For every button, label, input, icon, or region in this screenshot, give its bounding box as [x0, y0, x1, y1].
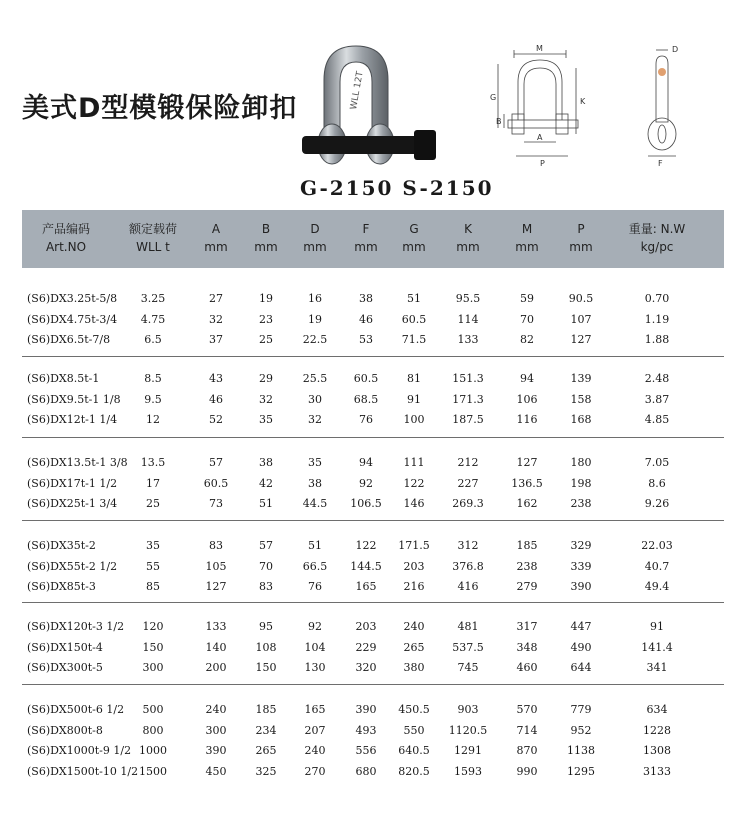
diagram-label-a: A: [537, 133, 543, 142]
header-unit: Art.NO: [45, 240, 87, 254]
table-cell: 43: [209, 372, 223, 385]
table-cell: 13.5: [140, 456, 166, 469]
table-cell: 490: [570, 640, 592, 654]
table-cell: 376.8: [452, 559, 484, 573]
table-cell: 23: [259, 312, 273, 326]
table-cell: 216: [403, 580, 425, 593]
table-cell: 136.5: [511, 476, 543, 490]
header-unit: mm: [515, 240, 539, 254]
side-view-diagram: [636, 42, 696, 172]
table-cell: 35: [308, 456, 322, 469]
table-cell: 32: [259, 392, 273, 406]
table-cell: 120: [142, 620, 164, 633]
table-cell: 66.5: [302, 559, 328, 573]
table-cell: 1120.5: [448, 723, 488, 737]
table-cell: 240: [205, 703, 227, 716]
table-cell: 229: [355, 640, 377, 654]
header-cell: [541, 220, 621, 256]
row-art-no: (S6)DX6.5t-7/8: [27, 333, 111, 346]
table-cell: 133: [205, 620, 227, 633]
table-cell: 114: [457, 312, 479, 326]
table-cell: 390: [205, 744, 227, 757]
table-cell: 680: [355, 764, 377, 778]
table-cell: 76: [359, 413, 373, 426]
table-cell: 32: [308, 413, 322, 426]
table-cell: 141.4: [641, 640, 673, 654]
table-cell: 1000: [139, 744, 167, 757]
diagram-label-m: M: [536, 44, 543, 53]
row-art-no: (S6)DX12t-1 1/4: [27, 413, 118, 426]
row-art-no: (S6)DX55t-2 1/2: [27, 559, 118, 573]
table-cell: 185: [516, 539, 538, 552]
table-cell: 320: [355, 661, 377, 674]
table-cell: 952: [570, 723, 592, 737]
table-cell: 300: [142, 661, 164, 674]
table-cell: 265: [403, 640, 425, 654]
table-cell: 165: [355, 580, 377, 593]
header-label: B: [261, 222, 271, 236]
header-unit: mm: [354, 240, 378, 254]
table-cell: 92: [359, 476, 373, 490]
table-cell: 52: [209, 413, 223, 426]
table-cell: 9.5: [144, 392, 162, 406]
table-cell: 312: [457, 539, 479, 552]
table-cell: 1.19: [644, 312, 670, 326]
table-cell: 60.5: [401, 312, 427, 326]
table-cell: 25.5: [302, 372, 328, 385]
table-cell: 71.5: [401, 333, 427, 346]
header-label: D: [310, 222, 320, 236]
table-cell: 35: [146, 539, 160, 552]
header-label: 重量: N.W: [628, 222, 686, 236]
table-cell: 53: [359, 333, 373, 346]
table-cell: 481: [457, 620, 479, 633]
table-cell: 203: [403, 559, 425, 573]
row-art-no: (S6)DX500t-6 1/2: [27, 703, 125, 716]
table-cell: 127: [516, 456, 538, 469]
row-art-no: (S6)DX1000t-9 1/2: [27, 744, 132, 757]
table-cell: 238: [516, 559, 538, 573]
table-cell: 35: [259, 413, 273, 426]
table-cell: 111: [403, 456, 425, 469]
table-cell: 447: [570, 620, 592, 633]
table-cell: 380: [403, 661, 425, 674]
table-cell: 300: [205, 723, 227, 737]
row-art-no: (S6)DX300t-5: [27, 661, 103, 674]
table-cell: 640.5: [398, 744, 430, 757]
table-cell: 634: [646, 703, 668, 716]
table-cell: 144.5: [350, 559, 382, 573]
table-cell: 1.88: [644, 333, 670, 346]
header-label: F: [362, 222, 370, 236]
table-cell: 130: [304, 661, 326, 674]
table-cell: 227: [457, 476, 479, 490]
table-cell: 8.6: [648, 476, 666, 490]
table-cell: 94: [520, 372, 534, 385]
table-cell: 390: [570, 580, 592, 593]
shackle-photo: [296, 40, 446, 170]
table-cell: 1295: [567, 764, 595, 778]
table-cell: 127: [570, 333, 592, 346]
table-cell: 94: [359, 456, 373, 469]
row-art-no: (S6)DX1500t-10 1/2: [27, 764, 139, 778]
header-label: P: [577, 222, 585, 236]
table-cell: 714: [516, 723, 538, 737]
table-cell: 3133: [643, 764, 671, 778]
table-cell: 162: [516, 497, 538, 510]
table-cell: 37: [209, 333, 223, 346]
table-cell: 76: [308, 580, 322, 593]
table-cell: 139: [570, 372, 592, 385]
table-cell: 1308: [643, 744, 671, 757]
table-cell: 105: [205, 559, 227, 573]
table-cell: 317: [516, 620, 538, 633]
model-codes: G-2150 S-2150: [300, 176, 494, 200]
table-cell: 4.75: [140, 312, 166, 326]
table-cell: 44.5: [302, 497, 328, 510]
table-cell: 100: [403, 413, 425, 426]
header-label: A: [211, 222, 221, 236]
table-cell: 745: [457, 661, 479, 674]
row-art-no: (S6)DX25t-1 3/4: [27, 497, 118, 510]
table-cell: 40.7: [644, 559, 670, 573]
table-cell: 493: [355, 723, 377, 737]
table-cell: 19: [308, 312, 322, 326]
group-divider: [22, 602, 724, 603]
table-cell: 341: [646, 661, 668, 674]
group-divider: [22, 437, 724, 438]
table-cell: 116: [516, 413, 538, 426]
table-cell: 570: [516, 703, 538, 716]
table-cell: 140: [205, 640, 227, 654]
table-cell: 168: [570, 413, 592, 426]
table-cell: 550: [403, 723, 425, 737]
table-cell: 180: [570, 456, 592, 469]
table-cell: 6.5: [144, 333, 162, 346]
table-cell: 70: [520, 312, 534, 326]
row-art-no: (S6)DX13.5t-1 3/8: [27, 456, 128, 469]
table-cell: 133: [457, 333, 479, 346]
diagram-label-b: B: [496, 117, 502, 126]
header-label: G: [409, 222, 419, 236]
table-cell: 171.3: [452, 392, 484, 406]
table-cell: 460: [516, 661, 538, 674]
table-cell: 51: [407, 292, 421, 305]
table-cell: 644: [570, 661, 592, 674]
table-cell: 127: [205, 580, 227, 593]
row-art-no: (S6)DX120t-3 1/2: [27, 620, 125, 633]
table-cell: 185: [255, 703, 277, 716]
table-cell: 800: [142, 723, 164, 737]
table-cell: 81: [407, 372, 421, 385]
diagram-label-k: K: [580, 97, 586, 106]
table-cell: 57: [209, 456, 223, 469]
table-cell: 85: [146, 580, 160, 593]
table-cell: 27: [209, 292, 223, 305]
table-cell: 25: [146, 497, 160, 510]
header-cell: [26, 220, 106, 256]
table-cell: 269.3: [452, 497, 484, 510]
table-cell: 234: [255, 723, 277, 737]
table-cell: 60.5: [203, 476, 229, 490]
table-cell: 16: [308, 292, 322, 305]
table-cell: 240: [304, 744, 326, 757]
table-cell: 46: [359, 312, 373, 326]
table-cell: 416: [457, 580, 479, 593]
table-cell: 279: [516, 580, 538, 593]
table-cell: 450.5: [398, 703, 430, 716]
table-cell: 8.5: [144, 372, 162, 385]
table-cell: 390: [355, 703, 377, 716]
table-cell: 91: [407, 392, 421, 406]
table-cell: 42: [259, 476, 273, 490]
table-cell: 151.3: [452, 372, 484, 385]
table-cell: 870: [516, 744, 538, 757]
table-cell: 990: [516, 764, 538, 778]
diagram-label-d: D: [672, 45, 679, 54]
row-art-no: (S6)DX8.5t-1: [27, 372, 100, 385]
table-cell: 212: [457, 456, 479, 469]
table-cell: 500: [142, 703, 164, 716]
group-divider: [22, 356, 724, 357]
table-cell: 820.5: [398, 764, 430, 778]
header-label: 产品编码: [41, 222, 90, 236]
table-cell: 29: [259, 372, 273, 385]
header-unit: mm: [204, 240, 228, 254]
table-cell: 238: [570, 497, 592, 510]
table-cell: 59: [520, 292, 534, 305]
table-cell: 38: [308, 476, 322, 490]
table-cell: 122: [403, 476, 425, 490]
table-cell: 32: [209, 312, 223, 326]
table-cell: 1593: [454, 764, 482, 778]
table-cell: 146: [403, 497, 425, 510]
table-cell: 3.87: [644, 392, 670, 406]
table-cell: 60.5: [353, 372, 379, 385]
table-cell: 91: [650, 620, 664, 633]
row-art-no: (S6)DX800t-8: [27, 723, 103, 737]
table-cell: 2.48: [644, 372, 670, 385]
table-cell: 240: [403, 620, 425, 633]
table-cell: 55: [146, 559, 160, 573]
table-cell: 265: [255, 744, 277, 757]
table-cell: 903: [457, 703, 479, 716]
header-unit: mm: [569, 240, 593, 254]
header-label: 额定载荷: [128, 222, 177, 236]
table-cell: 49.4: [644, 580, 670, 593]
table-cell: 7.05: [644, 456, 670, 469]
table-cell: 92: [308, 620, 322, 633]
group-divider: [22, 520, 724, 521]
table-cell: 165: [304, 703, 326, 716]
table-cell: 12: [146, 413, 160, 426]
table-cell: 22.03: [641, 539, 673, 552]
header-label: K: [464, 222, 472, 236]
header-unit: mm: [303, 240, 327, 254]
table-cell: 46: [209, 392, 223, 406]
row-art-no: (S6)DX17t-1 1/2: [27, 476, 118, 490]
table-cell: 68.5: [353, 392, 379, 406]
table-cell: 106: [516, 392, 538, 406]
group-divider: [22, 684, 724, 685]
table-cell: 122: [355, 539, 377, 552]
table-cell: 83: [259, 580, 273, 593]
table-cell: 537.5: [452, 640, 484, 654]
table-cell: 104: [304, 640, 326, 654]
table-cell: 22.5: [302, 333, 328, 346]
table-cell: 70: [259, 559, 273, 573]
row-art-no: (S6)DX35t-2: [27, 539, 96, 552]
table-cell: 25: [259, 333, 273, 346]
diagram-label-f: F: [658, 159, 663, 168]
table-cell: 158: [570, 392, 592, 406]
table-cell: 83: [209, 539, 223, 552]
diagram-label-p: P: [540, 159, 545, 168]
table-cell: 325: [255, 764, 277, 778]
table-cell: 17: [146, 476, 160, 490]
table-cell: 51: [259, 497, 273, 510]
row-art-no: (S6)DX150t-4: [27, 640, 103, 654]
row-art-no: (S6)DX85t-3: [27, 580, 96, 593]
table-cell: 107: [570, 312, 592, 326]
table-cell: 82: [520, 333, 534, 346]
table-cell: 329: [570, 539, 592, 552]
table-cell: 450: [205, 764, 227, 778]
table-cell: 207: [304, 723, 326, 737]
table-cell: 106.5: [350, 497, 382, 510]
table-cell: 19: [259, 292, 273, 305]
header-unit: WLL t: [136, 240, 170, 254]
row-art-no: (S6)DX9.5t-1 1/8: [27, 392, 121, 406]
table-cell: 150: [255, 661, 277, 674]
table-cell: 1138: [567, 744, 595, 757]
table-cell: 38: [259, 456, 273, 469]
table-cell: 1500: [139, 764, 167, 778]
header-unit: kg/pc: [640, 240, 674, 254]
table-cell: 150: [142, 640, 164, 654]
front-view-diagram: [488, 42, 598, 172]
table-cell: 90.5: [568, 292, 594, 305]
table-cell: 339: [570, 559, 592, 573]
table-cell: 0.70: [644, 292, 670, 305]
table-cell: 95.5: [455, 292, 481, 305]
table-cell: 187.5: [452, 413, 484, 426]
table-cell: 203: [355, 620, 377, 633]
header-unit: mm: [254, 240, 278, 254]
diagram-label-g: G: [490, 93, 497, 102]
table-cell: 4.85: [644, 413, 670, 426]
table-cell: 73: [209, 497, 223, 510]
header-unit: mm: [402, 240, 426, 254]
table-cell: 95: [259, 620, 273, 633]
table-cell: 30: [308, 392, 322, 406]
table-cell: 3.25: [140, 292, 166, 305]
table-cell: 171.5: [398, 539, 430, 552]
table-cell: 200: [205, 661, 227, 674]
row-art-no: (S6)DX3.25t-5/8: [27, 292, 118, 305]
table-cell: 348: [516, 640, 538, 654]
header-cell: [617, 220, 697, 256]
table-cell: 198: [570, 476, 592, 490]
page-title: 美式D型模锻保险卸扣: [22, 93, 298, 124]
svg-text:WLL 12T: WLL 12T: [349, 70, 366, 111]
table-cell: 270: [304, 764, 326, 778]
table-cell: 57: [259, 539, 273, 552]
header-label: M: [521, 222, 533, 236]
table-cell: 38: [359, 292, 373, 305]
table-cell: 556: [355, 744, 377, 757]
row-art-no: (S6)DX4.75t-3/4: [27, 312, 118, 326]
table-cell: 1228: [643, 723, 671, 737]
table-cell: 51: [308, 539, 322, 552]
table-cell: 9.26: [644, 497, 670, 510]
table-cell: 779: [570, 703, 592, 716]
table-cell: 1291: [454, 744, 482, 757]
table-cell: 108: [255, 640, 277, 654]
header-unit: mm: [456, 240, 480, 254]
